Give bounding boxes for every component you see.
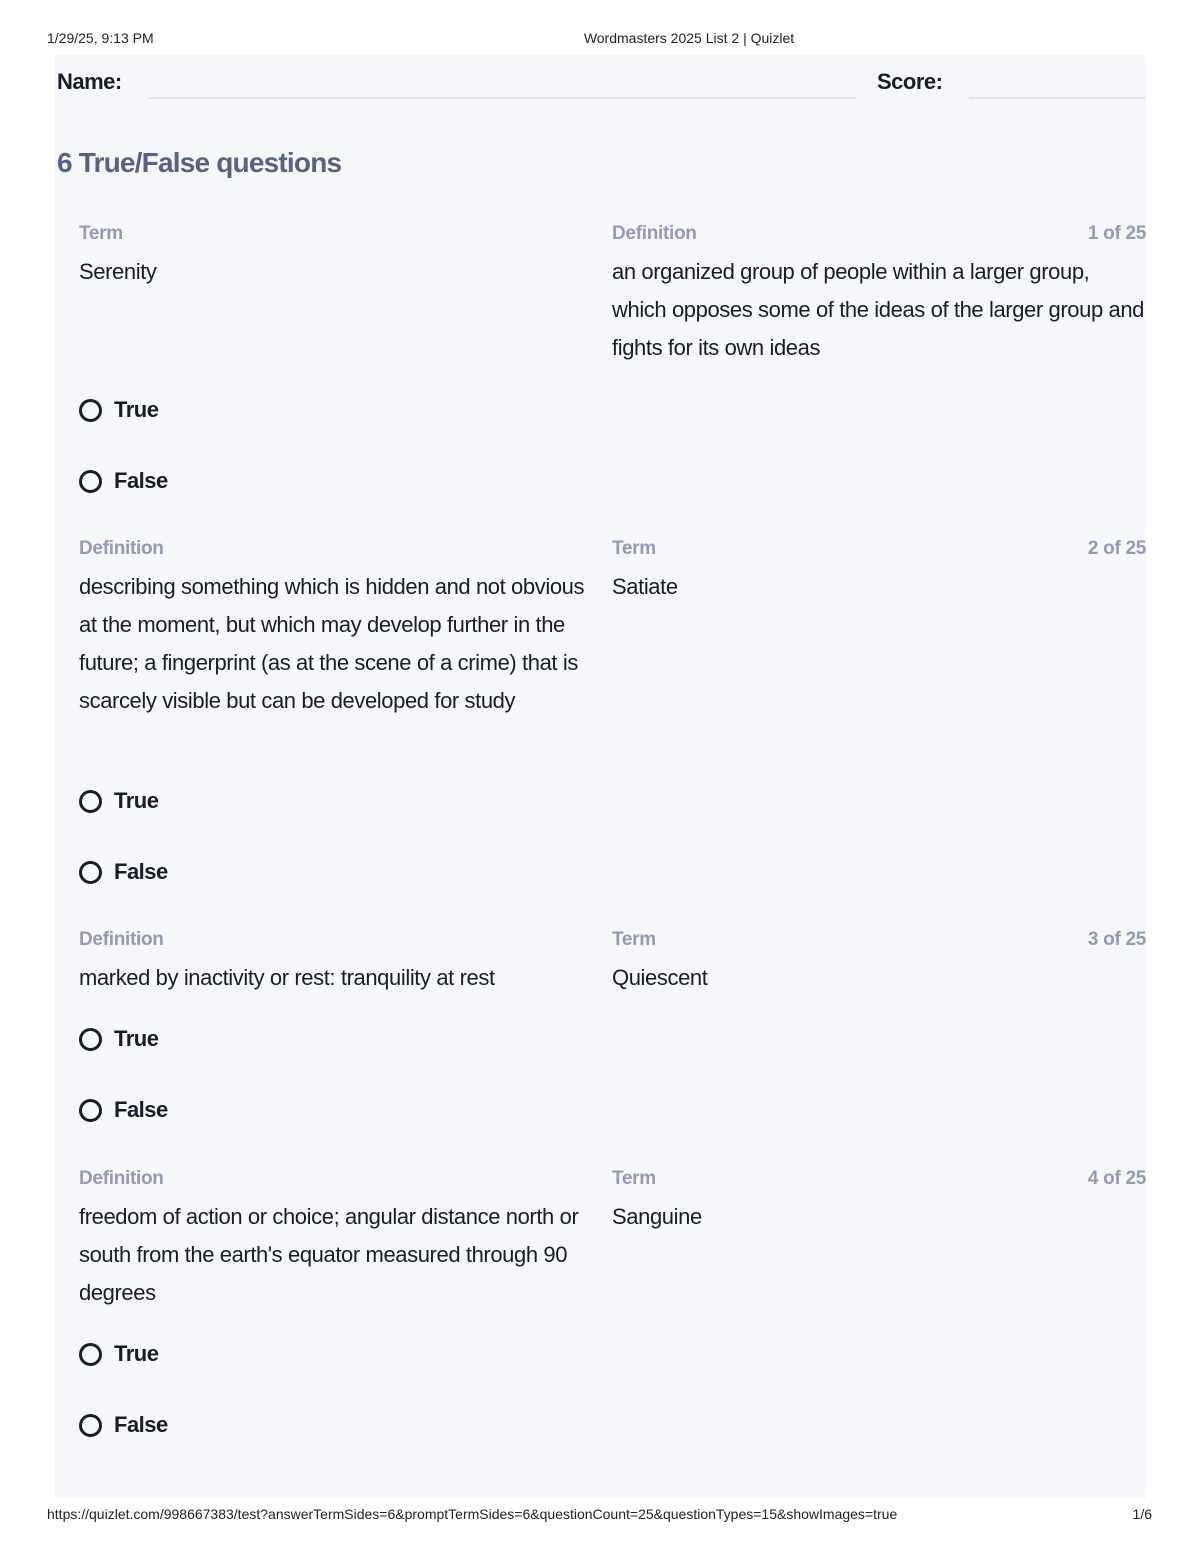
question-card	[79, 538, 1146, 898]
radio-circle-icon[interactable]	[79, 790, 102, 813]
answer-side-label: Term	[612, 538, 656, 559]
radio-circle-icon[interactable]	[79, 1414, 102, 1437]
question-card	[79, 1168, 1146, 1458]
option-label: False	[114, 468, 168, 493]
question-counter: 3 of 25	[1087, 929, 1146, 950]
option-label: True	[114, 1026, 159, 1051]
answer-text: Satiate	[612, 574, 678, 599]
question-card	[79, 929, 1146, 1139]
answer-side-label: Term	[612, 1168, 656, 1189]
option-label: False	[114, 1412, 168, 1437]
print-header	[0, 30, 1200, 50]
score-label: Score:	[877, 69, 943, 94]
radio-circle-icon[interactable]	[79, 1343, 102, 1366]
answer-side-label: Definition	[612, 223, 697, 244]
option-label: False	[114, 859, 168, 884]
option-label: True	[114, 788, 159, 813]
question-counter: 2 of 25	[1087, 538, 1146, 559]
question-card	[79, 223, 1146, 503]
prompt-side-label: Definition	[79, 1168, 164, 1189]
score-field-line	[969, 97, 1146, 99]
prompt-text: describing something which is hidden and not obvious at the moment, but which may develop further in the future; a fingerprint (as at the scene of a crime) that is scarcely visible but can be developed for study	[79, 574, 585, 713]
answer-text: Sanguine	[612, 1204, 702, 1229]
name-field-line	[148, 97, 856, 99]
option-label: True	[114, 397, 159, 422]
test-sheet	[55, 55, 1146, 1498]
print-page-title: Wordmasters 2025 List 2 | Quizlet	[583, 30, 795, 46]
answer-text: Quiescent	[612, 965, 708, 990]
option-label: False	[114, 1097, 168, 1122]
radio-circle-icon[interactable]	[79, 470, 102, 493]
prompt-text: marked by inactivity or rest: tranquility at rest	[79, 965, 495, 990]
name-label: Name:	[57, 69, 122, 94]
print-footer	[0, 1506, 1200, 1526]
prompt-side-label: Term	[79, 223, 123, 244]
answer-text: an organized group of people within a larger group, which opposes some of the ideas of the larger group and fights for its own ideas	[612, 259, 1145, 360]
print-datetime: 1/29/25, 9:13 PM	[47, 30, 154, 46]
option-label: True	[114, 1341, 159, 1366]
question-counter: 1 of 25	[1087, 223, 1146, 244]
radio-circle-icon[interactable]	[79, 861, 102, 884]
print-page-number: 1/6	[1132, 1506, 1152, 1522]
prompt-side-label: Definition	[79, 929, 164, 950]
prompt-text: freedom of action or choice; angular distance north or south from the earth's equator measured through 90 degrees	[79, 1204, 579, 1305]
section-title: 6 True/False questions	[57, 147, 342, 178]
prompt-text: Serenity	[79, 259, 157, 284]
question-counter: 4 of 25	[1087, 1168, 1146, 1189]
answer-side-label: Term	[612, 929, 656, 950]
radio-circle-icon[interactable]	[79, 1099, 102, 1122]
name-score-row	[55, 63, 1146, 103]
prompt-side-label: Definition	[79, 538, 164, 559]
radio-circle-icon[interactable]	[79, 399, 102, 422]
print-url: https://quizlet.com/998667383/test?answerTermSides=6&promptTermSides=6&questionCount=25&questionTypes=15&showImages=true	[47, 1506, 898, 1522]
radio-circle-icon[interactable]	[79, 1028, 102, 1051]
